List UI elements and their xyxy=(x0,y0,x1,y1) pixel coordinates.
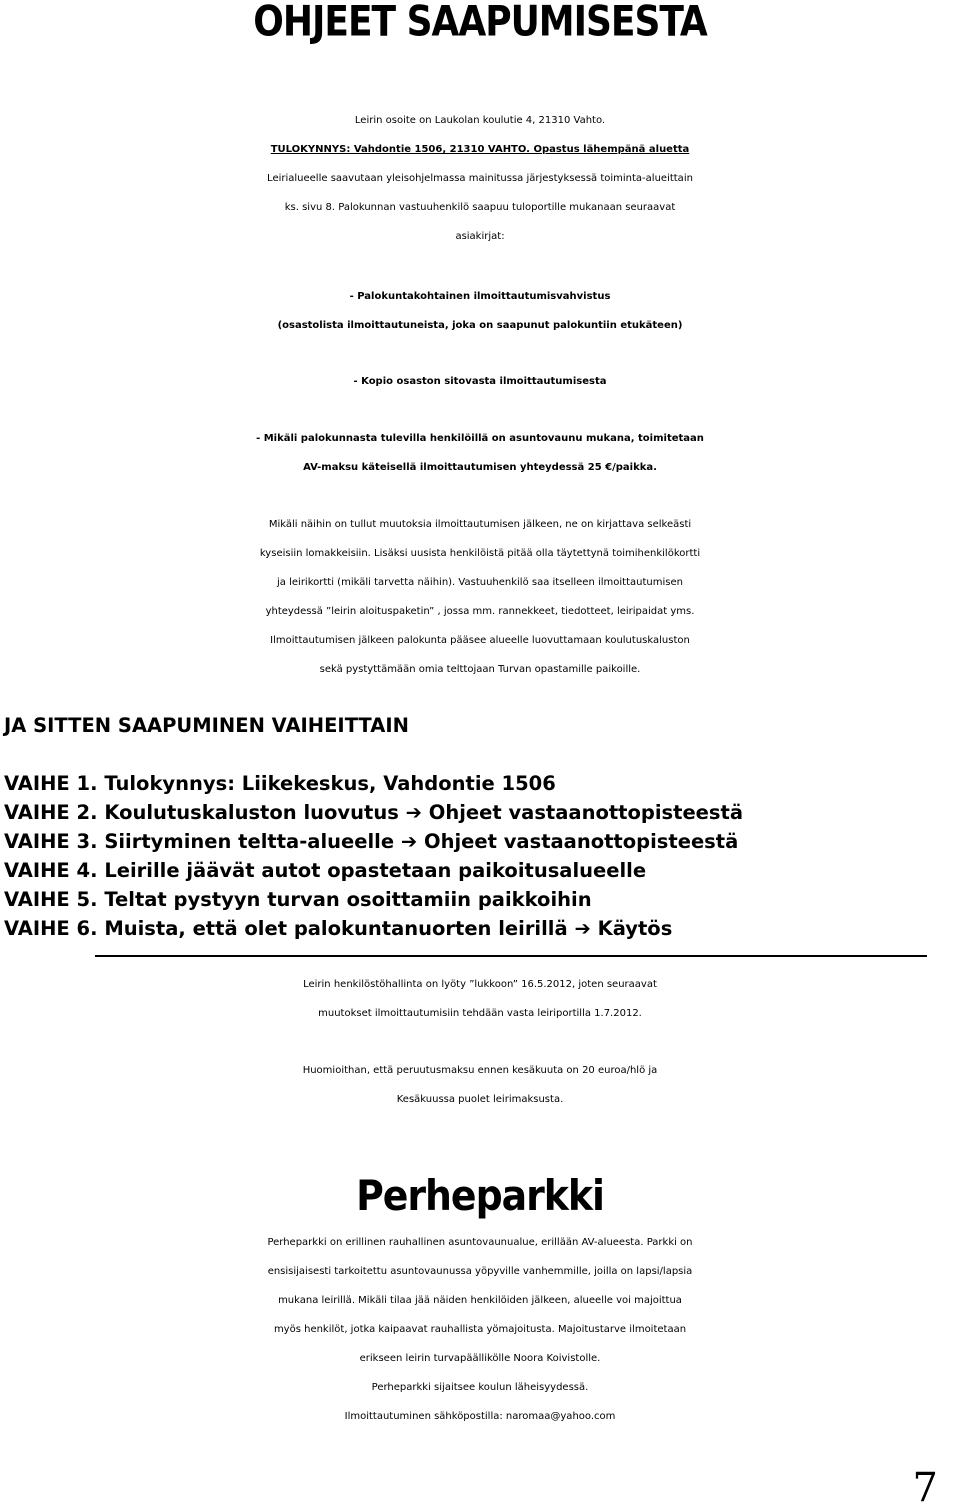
paragraph-line: erikseen leirin turvapäällikölle Noora Koivistolle. xyxy=(359,1353,601,1364)
divider xyxy=(95,955,927,957)
list-item: - Palokuntakohtainen ilmoittautumisvahvistus xyxy=(349,291,611,302)
notice-line: Kesäkuussa puolet leirimaksusta. xyxy=(396,1094,564,1105)
phase-label: VAIHE 3. xyxy=(4,830,98,853)
documents-list-2 xyxy=(0,367,960,396)
phase-label: VAIHE 1. xyxy=(4,772,98,795)
phase-item xyxy=(4,885,743,914)
paragraph-line: myös henkilöt, jotka kaipaavat rauhallista yömajoitusta. Majoitustarve ilmoitetaan xyxy=(273,1324,687,1335)
arrow-right-icon: ➔ xyxy=(405,801,422,824)
phase-item xyxy=(4,914,743,943)
list-item: - Kopio osaston sitovasta ilmoittautumisesta xyxy=(353,376,607,387)
paragraph-line: ja leirikortti (mikäli tarvetta näihin). Vastuuhenkilö saa itselleen ilmoittautumisen xyxy=(277,577,683,588)
phase-item xyxy=(4,856,743,885)
list-item: - Mikäli palokunnasta tulevilla henkilöillä on asuntovaunu mukana, toimitetaan xyxy=(256,433,704,444)
tulokynnys-line: TULOKYNNYS: Vahdontie 1506, 21310 VAHTO. Opastus lähempänä aluetta xyxy=(270,144,690,155)
paragraph-line: Ilmoittautumisen jälkeen palokunta pääsee alueelle luovuttamaan koulutuskaluston xyxy=(270,635,690,646)
notice-line: muutokset ilmoittautumisiin tehdään vasta leiriportilla 1.7.2012. xyxy=(318,1008,642,1019)
fee-paragraph xyxy=(0,1056,960,1114)
phase-text: Leirille jäävät autot opastetaan paikoitusalueelle xyxy=(104,859,647,882)
paragraph-line: Perheparkki sijaitsee koulun läheisyydessä. xyxy=(371,1382,589,1393)
list-item: AV-maksu käteisellä ilmoittautumisen yhteydessä 25 €/paikka. xyxy=(303,462,657,473)
phase-target: Käytös xyxy=(597,917,673,940)
phase-label: VAIHE 5. xyxy=(4,888,98,911)
paragraph-line: yhteydessä ”leirin aloituspaketin” , jossa mm. rannekkeet, tiedotteet, leiripaidat yms. xyxy=(265,606,695,617)
intro-paragraph xyxy=(0,106,960,251)
list-item: (osastolista ilmoittautuneista, joka on saapunut palokuntiin etukäteen) xyxy=(277,320,683,331)
arrow-right-icon: ➔ xyxy=(574,917,591,940)
page-title: OHJEET SAAPUMISESTA xyxy=(253,0,707,47)
paragraph-line: ensisijaisesti tarkoitettu asuntovaunussa yöpyville vanhemmille, joilla on lapsi/lapsia xyxy=(267,1266,693,1277)
intro-line: Leirialueelle saavutaan yleisohjelmassa mainitussa järjestyksessä toiminta-alueittain xyxy=(267,173,693,184)
arrow-right-icon: ➔ xyxy=(400,830,418,853)
phases-heading xyxy=(4,711,409,740)
paragraph-line: mukana leirillä. Mikäli tilaa jää näiden henkilöiden jälkeen, alueelle voi majoittua xyxy=(278,1295,682,1306)
documents-list-3 xyxy=(0,424,960,482)
paragraph-line: sekä pystyttämään omia telttojaan Turvan opastamille paikoille. xyxy=(319,664,641,675)
intro-line: ks. sivu 8. Palokunnan vastuuhenkilö saapuu tuloportille mukanaan seuraavat xyxy=(284,202,676,213)
paragraph-line: Perheparkki on erillinen rauhallinen asuntovaunualue, erillään AV-alueesta. Parkki on xyxy=(267,1237,693,1248)
documents-list xyxy=(0,282,960,340)
phase-item xyxy=(4,798,743,827)
phases-list xyxy=(4,769,743,943)
phase-item xyxy=(4,769,743,798)
paragraph-line: kyseisiin lomakkeisiin. Lisäksi uusista henkilöistä pitää olla täytettynä toimihenkilökortti xyxy=(259,548,701,559)
phase-target: Ohjeet vastaanottopisteestä xyxy=(428,801,743,824)
phase-text: Muista, että olet palokuntanuorten leirillä xyxy=(104,917,568,940)
intro-line: asiakirjat: xyxy=(455,231,505,242)
phase-text: Tulokynnys: Liikekeskus, Vahdontie 1506 xyxy=(104,772,556,795)
notice-line: Huomioithan, että peruutusmaksu ennen kesäkuuta on 20 euroa/hlö ja xyxy=(302,1065,658,1076)
notice-line: Leirin henkilöstöhallinta on lyöty ”lukkoon” 16.5.2012, joten seuraavat xyxy=(303,979,657,990)
page-number: 7 xyxy=(912,1465,938,1511)
section-heading: JA SITTEN SAAPUMINEN VAIHEITTAIN xyxy=(4,714,409,737)
perheparkki-title: Perheparkki xyxy=(356,1171,604,1220)
intro-line: Leirin osoite on Laukolan koulutie 4, 21310 Vahto. xyxy=(354,115,606,126)
email-line: Ilmoittautuminen sähköpostilla: naromaa@yahoo.com xyxy=(344,1411,616,1422)
changes-paragraph xyxy=(0,510,960,684)
perheparkki-paragraph xyxy=(0,1228,960,1431)
phase-item xyxy=(4,827,743,856)
phase-label: VAIHE 4. xyxy=(4,859,98,882)
paragraph-line: Mikäli näihin on tullut muutoksia ilmoittautumisen jälkeen, ne on kirjattava selkeästi xyxy=(268,519,692,530)
notice-paragraph xyxy=(0,970,960,1028)
phase-text: Siirtyminen teltta-alueelle xyxy=(104,830,395,853)
phase-text: Teltat pystyyn turvan osoittamiin paikkoihin xyxy=(104,888,592,911)
phase-text: Koulutuskaluston luovutus xyxy=(104,801,399,824)
phase-target: Ohjeet vastaanottopisteestä xyxy=(424,830,739,853)
phase-label: VAIHE 2. xyxy=(4,801,98,824)
phase-label: VAIHE 6. xyxy=(4,917,98,940)
